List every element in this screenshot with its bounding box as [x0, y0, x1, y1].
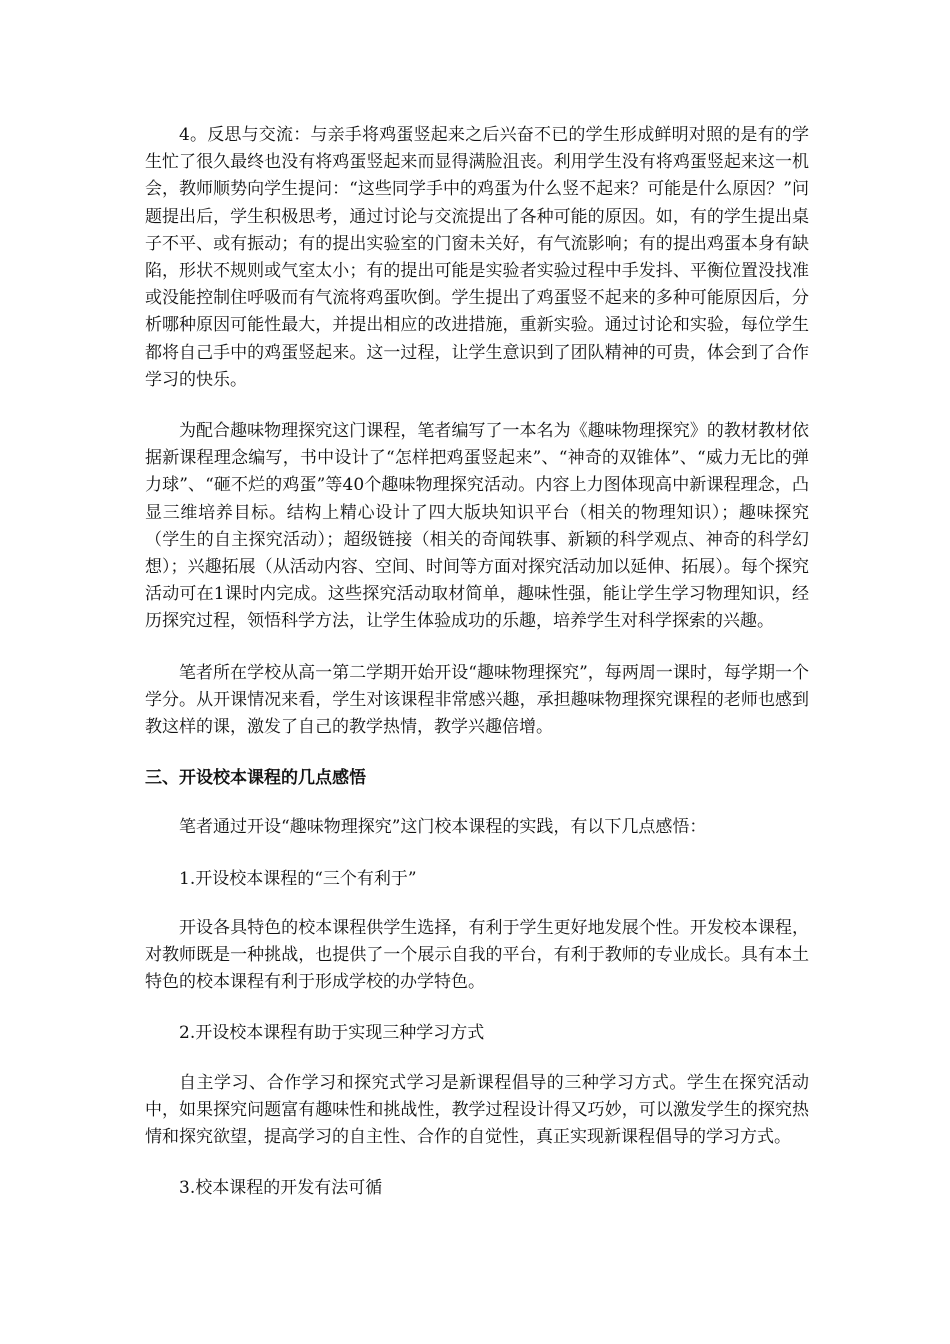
document-body — [145, 122, 809, 1225]
subheading-3: 3.校本课程的开发有法可循 — [179, 1178, 383, 1199]
paragraph-reflection-exchange: 4。反思与交流：与亲手将鸡蛋竖起来之后兴奋不已的学生形成鲜明对照的是有的学生忙了很久最终也没有将鸡蛋竖起来而显得满脸沮丧。利用学生没有将鸡蛋竖起来这一机会，教师顺势向学生提问：“这些同学手中的鸡蛋为什么竖不起来？可能是什么原因？”问题提出后，学生积极思考，通过讨论与交流提出了各种可能的原因。如，有的学生提出桌子不平、或有振动；有的提出实验室的门窗未关好，有气流影响；有的提出鸡蛋本身有缺陷，形状不规则或气室太小；有的提出可能是实验者实验过程中手发抖、平衡位置没找准或没能控制住呼吸而有气流将鸡蛋吹倒。学生提出了鸡蛋竖不起来的多种可能原因后，分析哪种原因可能性最大，并提出相应的改进措施，重新实验。通过讨论和实验，每位学生都将自己手中的鸡蛋竖起来。这一过程，让学生意识到了团队精神的可贵，体会到了合作学习的快乐。 — [145, 125, 809, 390]
paragraph-textbook: 为配合趣味物理探究这门课程，笔者编写了一本名为《趣味物理探究》的教材教材依据新课程理念编写，书中设计了“怎样把鸡蛋竖起来”、“神奇的双锥体”、“威力无比的弹力球”、“砸不烂的鸡蛋”等40个趣味物理探究活动。内容上力图体现高中新课程理念，凸显三维培养目标。结构上精心设计了四大版块知识平台（相关的物理知识）；趣味探究（学生的自主探究活动）；超级链接（相关的奇闻轶事、新颖的科学观点、神奇的科学幻想）；兴趣拓展（从活动内容、空间、时间等方面对探究活动加以延伸、拓展）。每个探究活动可在1课时内完成。这些探究活动取材简单，趣味性强，能让学生学习物理知识，经历探究过程，领悟科学方法，让学生体验成功的乐趣，培养学生对科学探索的兴趣。 — [145, 421, 809, 632]
subheading-2: 2.开设校本课程有助于实现三种学习方式 — [179, 1023, 485, 1044]
paragraph-course-offering: 笔者所在学校从高一第二学期开始开设“趣味物理探究”，每两周一课时，每学期一个学分。从开课情况来看，学生对该课程非常感兴趣，承担趣味物理探究课程的老师也感到教这样的课，激发了自己的教学热情，教学兴趣倍增。 — [145, 662, 809, 738]
paragraph-three-benefits: 开设各具特色的校本课程供学生选择，有利于学生更好地发展个性。开发校本课程，对教师既是一种挑战，也提供了一个展示自我的平台，有利于教师的专业成长。具有本土特色的校本课程有利于形成学校的办学特色。 — [145, 917, 809, 993]
subheading-1: 1.开设校本课程的“三个有利于” — [179, 868, 417, 889]
section-heading-3: 三、开设校本课程的几点感悟 — [145, 768, 366, 789]
paragraph-insights-intro: 笔者通过开设“趣味物理探究”这门校本课程的实践，有以下几点感悟： — [179, 817, 707, 838]
paragraph-learning-modes: 自主学习、合作学习和探究式学习是新课程倡导的三种学习方式。学生在探究活动中，如果探究问题富有趣味性和挑战性，教学过程设计得又巧妙，可以激发学生的探究热情和探究欲望，提高学习的自主性、合作的自觉性，真正实现新课程倡导的学习方式。 — [145, 1072, 809, 1148]
